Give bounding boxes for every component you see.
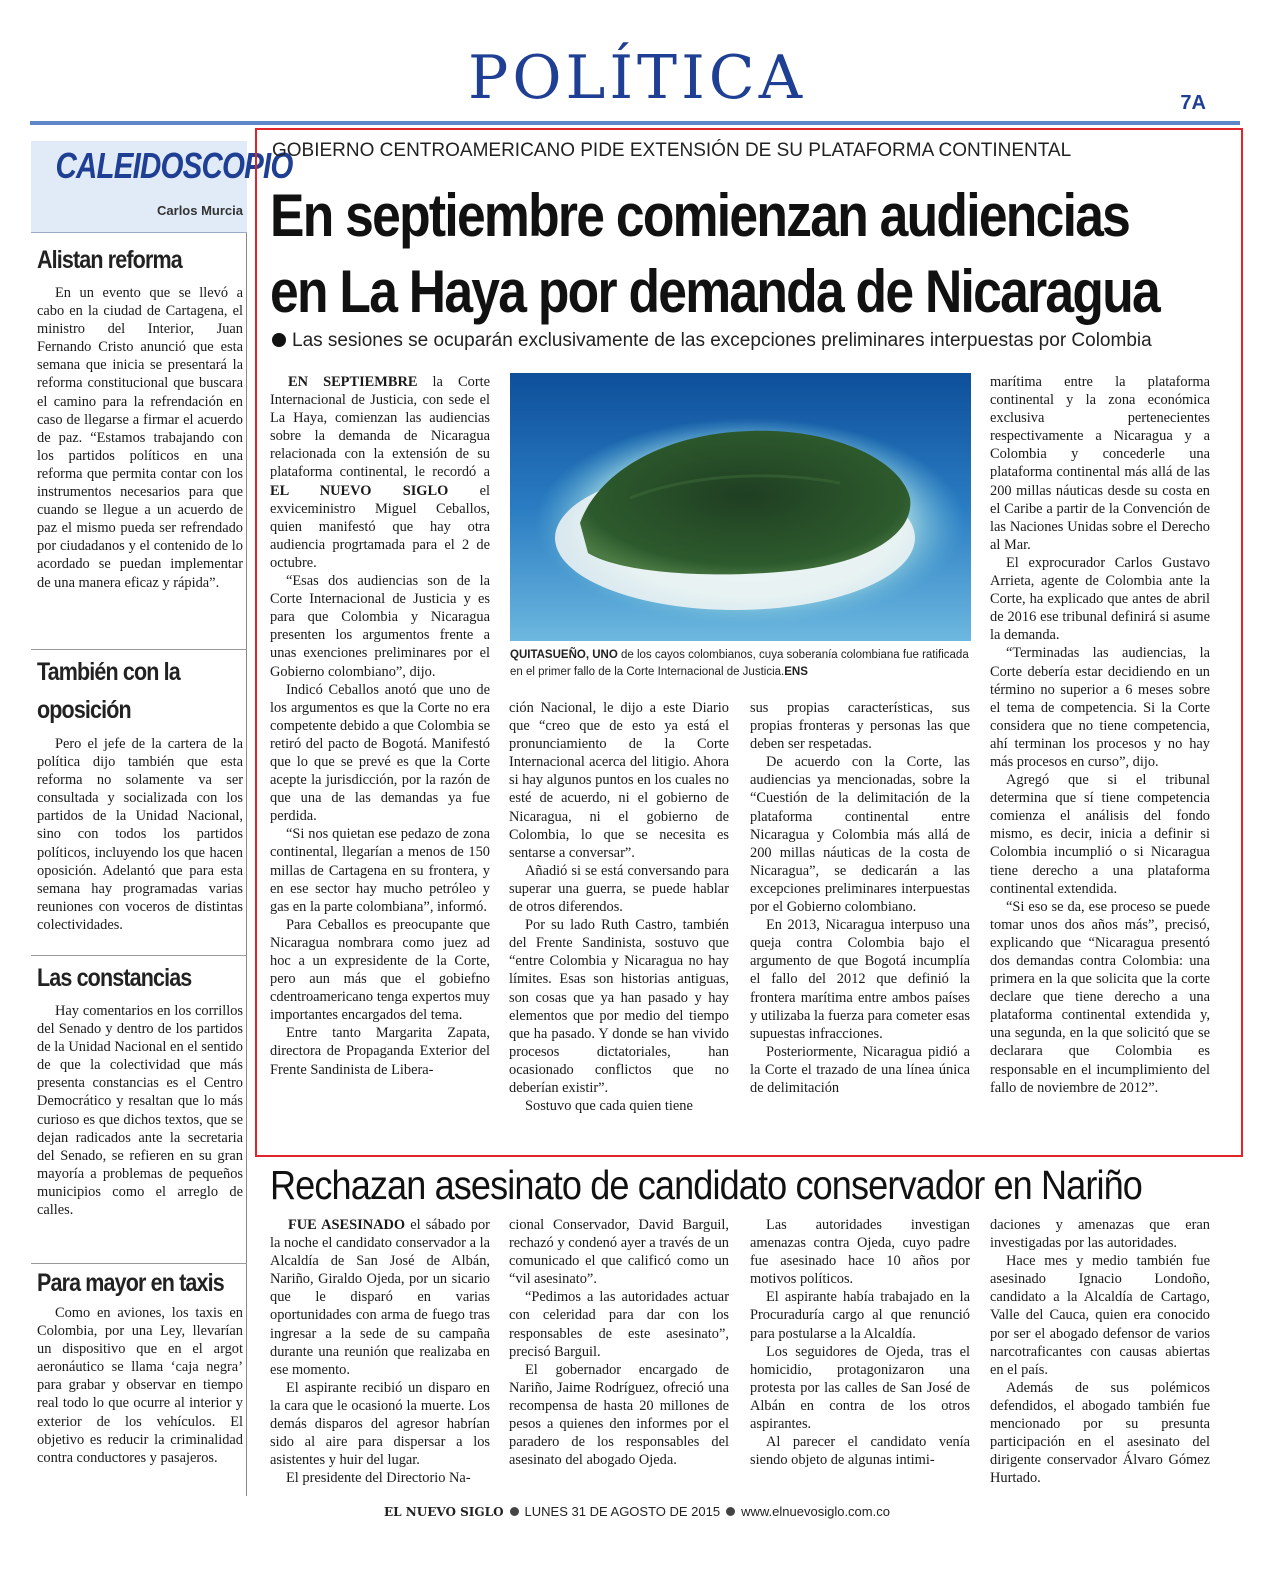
- paragraph: sus propias características, sus propias fronteras y personas las que deben ser respetadas.: [750, 700, 970, 753]
- column-title: CALEIDOSCOPIO: [55, 145, 293, 186]
- paragraph: Hace mes y medio también fue asesinado Ignacio Londoño, candidato a la Alcaldía de Cartago, Valle del Cauca, quien era conocido por ser el abogado defensor de varios narcotraficantes con causas abiertas en el país.: [990, 1253, 1210, 1378]
- paragraph: [270, 373, 490, 572]
- photo-credit: ENS: [784, 666, 808, 678]
- paragraph: En 2013, Nicaragua interpuso una queja contra Colombia bajo el argumento de que Bogotá incumplía el fallo del 2012 que definió la frontera marítima entre ambos países y utilizaba la fuerza para cometer esas supuestas infracciones.: [750, 917, 970, 1042]
- paragraph: El exprocurador Carlos Gustavo Arrieta, agente de Colombia ante la Corte, ha explicado que antes de abril de 2016 ese tribunal definirá si asume la demanda.: [990, 554, 1210, 644]
- section-title: POLÍTICA: [467, 43, 807, 113]
- second-column-4: [990, 1216, 1210, 1487]
- paragraph: Añadió si se está conversando para superar una guerra, se puede hablar de otros diferendos.: [509, 862, 729, 916]
- text: el sábado por la noche el candidato conservador a la Alcaldía de San José de Albán, Nariño, Giraldo Ojeda, por un sicario que le disparó en varias oportunidades con arma de fuego tras ingresar a la sede de su campaña durante una reunión que realizaba en ese momento.: [270, 1217, 490, 1378]
- second-article-headline: Rechazan asesinato de candidato conservador en Nariño: [270, 1162, 1142, 1208]
- headline-line: En septiembre comienzan audiencias: [270, 182, 1130, 249]
- column-item-text: Como en aviones, los taxis en Colombia, por una Ley, llevarían un dispositivo que en el argot aeronáutico se llama ‘caja negra’ para grabar y observar en tiempo real todo lo que ocurre al interior y exterior de los vehículos. El objetivo es reducir la criminalidad contra conductores y pasajeros.: [37, 1305, 243, 1466]
- paragraph: Además de sus polémicos defendidos, el abogado también fue mencionado por su presunta participación en el asesinato del dirigente conservador Álvaro Gómez Hurtado.: [990, 1379, 1210, 1487]
- article-column-2: [509, 699, 729, 1115]
- paragraph: daciones y amenazas que eran investigadas por las autoridades.: [990, 1217, 1210, 1252]
- page-number: 7A: [1180, 92, 1206, 114]
- paragraph: Posteriormente, Nicaragua pidió a la Corte el trazado de una línea única de delimitación: [750, 1043, 970, 1096]
- article-subhead: [272, 330, 1152, 352]
- column-item-heading: Las constancias: [37, 964, 192, 992]
- page-footer: [0, 1504, 1274, 1519]
- text: el exviceministro Miguel Ceballos, quien manifestó que hay otra audiencia progrtamada para el 2 de octubre.: [270, 482, 490, 571]
- paragraph: El aspirante recibió un disparo en la cara que le ocasionó la muerte. Los demás disparos del agresor habrían sido al aire para dispersar a los asistentes y huir del lugar.: [270, 1379, 490, 1469]
- paragraph: “Terminadas las audiencias, la Corte debería estar decidiendo en un término no superior a 6 meses sobre el tema de competencia. Si la Corte considera que no tiene competencia, ahí terminan los procesos y no hay más procesos en curso”, dijo.: [990, 645, 1210, 770]
- paragraph: cional Conservador, David Barguil, rechazó y condenó ayer a través de un comunicado el que calificó como un “vil asesinato”.: [509, 1217, 729, 1288]
- brand-name: EL NUEVO SIGLO: [270, 482, 449, 499]
- text: la Corte Internacional de Justicia, con sede el La Haya, comienzan las audiencias sobre la demanda de Nicaragua relacionada con la extensión de su plataforma continental, le recordó a: [270, 374, 490, 481]
- caleidoscopio-column: [31, 141, 293, 1496]
- paragraph: “Pedimos a las autoridades actuar con celeridad para dar con los responsables de este asesinato”, precisó Barguil.: [509, 1289, 729, 1360]
- paragraph: Para Ceballos es preocupante que Nicaragua nombrara como juez ad hoc a un expresidente de la Corte, pero aun más que el gobiefno cdentroamericano tenga expertos muy importantes encargados del tema.: [270, 916, 490, 1024]
- lead-word: FUE ASESINADO: [288, 1217, 406, 1233]
- island-photo: [510, 373, 971, 641]
- article-column-4: [990, 373, 1210, 1097]
- bullet-icon: [272, 333, 286, 347]
- column-item-text: Pero el jefe de la cartera de la política dijo también que esta reforma no solamente va ser consultada y socializada con los partidos de la Unidad Nacional, sino con todos los partidos políticos, incluyendo los que hacen oposición. Adelantó que para esta semana hay programadas varias reuniones con voceros de distintas colectividades.: [37, 736, 243, 933]
- caption-text: de los cayos colombianos, cuya soberanía colombiana fue ratificada en el primer fallo de la Corte Internacional de Justicia.: [510, 649, 969, 678]
- article-column-1: [270, 373, 490, 1079]
- paragraph: Los seguidores de Ojeda, tras el homicidio, protagonizaron una protesta por las calles de San José de Albán en contra de los otros aspirantes.: [750, 1343, 970, 1433]
- subhead-text: Las sesiones se ocuparán exclusivamente de las excepciones preliminares interpuestas por Colombia: [292, 330, 1152, 351]
- photo-caption: [510, 647, 971, 681]
- divider: [31, 649, 247, 650]
- paragraph: El gobernador encargado de Nariño, Jaime Rodríguez, ofreció una recompensa de hasta 20 millones de pesos a quienes den informes por el paradero de los responsables del asesinato del abogado Ojeda.: [509, 1361, 729, 1469]
- bullet-icon: [510, 1507, 519, 1516]
- column-item-heading: También con la oposición: [37, 658, 180, 724]
- paragraph: “Si eso se da, ese proceso se puede tomar unos dos años más”, precisó, explicando que “Nicaragua presentó dos demandas contra Colombia: una primera en la que solicita que la corte declare que tiene derecho a una plataforma continental extendida y, una segunda, en la que solicitó que se declarara que Colombia es responsable en el incumplimiento del fallo de noviembre de 2012”.: [990, 898, 1210, 1096]
- paragraph: Las autoridades investigan amenazas contra Ojeda, cuyo padre fue asesinado hace 10 años por motivos políticos.: [750, 1217, 970, 1288]
- bullet-icon: [726, 1507, 735, 1516]
- paragraph: [270, 1216, 490, 1379]
- paragraph: “Si nos quietan ese pedazo de zona continental, llegarían a menos de 150 millas de Cartagena en su frontera, y en ese sector hay mucho petróleo y gas en la parte colombiana”, informó.: [270, 826, 490, 915]
- article-kicker: GOBIERNO CENTROAMERICANO PIDE EXTENSIÓN DE SU PLATAFORMA CONTINENTAL: [272, 140, 1072, 161]
- paragraph: “Esas dos audiencias son de la Corte Internacional de Justicia y es para que Colombia y Nicaragua presenten los argumentos frente a unas exenciones preliminares por el Gobierno colombiano”, dijo.: [270, 573, 490, 680]
- paragraph: Entre tanto Margarita Zapata, directora de Propaganda Exterior del Frente Sandinista de Libera-: [270, 1025, 490, 1078]
- second-column-3: [750, 1216, 970, 1469]
- article-column-3: [750, 699, 970, 1097]
- column-item-text: Hay comentarios en los corrillos del Senado y dentro de los partidos de la Unidad Nacional en el sentido de que la colectividad que más presenta constancias es el Centro Democrático y resaltan que lo más curioso es que dichos textos, que se dejan radicados ante la secretaria del Senado, se refieren en su gran mayoría a problemas de pequeños municipios como el arreglo de calles.: [37, 1003, 243, 1219]
- column-item-text: En un evento que se llevó a cabo en la ciudad de Cartagena, el ministro del Interior, Juan Fernando Cristo anunció que esta semana que inicia se presentará la reforma constitucional que buscara el camino para la refrendación en caso de llegarse a firmar el acuerdo de paz. “Estamos trabajando con los partidos políticos en una reforma que permita contar con los instrumentos necesarios para que cuando se llegue a un acuerdo de paz el mismo pueda ser refrendado por ciudadanos y el contenido de lo acordado se puedan implementar de una manera eficaz y rápida”.: [37, 285, 243, 591]
- paragraph: ción Nacional, le dijo a este Diario que “creo que de esto ya está el pronunciamiento de la Corte Internacional acerca del litigio. Ahora si hay algunos puntos en los cuales no esté de acuerdo, ni el gobierno de Nicaragua, ni el gobierno de Colombia, lo que se necesita es sentarse a conversar”.: [509, 700, 729, 861]
- paragraph: El aspirante había trabajado en la Procuraduría cargo al que renunció para postularse a la Alcaldía.: [750, 1289, 970, 1342]
- headline-line: en La Haya por demanda de Nicaragua: [270, 258, 1159, 325]
- paragraph: El presidente del Directorio Na-: [286, 1470, 471, 1487]
- paragraph: De acuerdo con la Corte, las audiencias ya mencionadas, sobre la “Cuestión de la delimitación de la plataforma continental entre Nicaragua y Colombia más allá de 200 millas náuticas de la costa de Nicaragua”, se dedicarán a las excepciones preliminares interpuestas por el Gobierno colombiano.: [750, 754, 970, 916]
- column-banner: [31, 141, 293, 233]
- column-item-heading: Para mayor en taxis: [37, 1269, 224, 1297]
- footer-brand: EL NUEVO SIGLO: [384, 1505, 504, 1519]
- column-author: Carlos Murcia: [157, 203, 243, 218]
- paragraph: Sostuvo que cada quien tiene: [525, 1098, 693, 1115]
- paragraph: Por su lado Ruth Castro, también del Frente Sandinista, sostuvo que “entre Colombia y Nicaragua no hay límites. Esas son historias antiguas, son cosas que ya han pasado y hay elementos que por medio del tiempo que ha pasado. Y donde se han vivido procesos dictatoriales, han ocasionado conflictos que no deberían existir”.: [509, 917, 729, 1096]
- paragraph: Agregó que si el tribunal determina que sí tiene competencia comienza el análisis del fondo mismo, es decir, inicia a definir si Colombia incumplió o si Nicaragua tiene derecho a una plataforma continental extendida.: [990, 772, 1210, 897]
- divider: [31, 955, 247, 956]
- paragraph: marítima entre la plataforma continental y la zona económica exclusiva pertenecientes respectivamente a Nicaragua y a Colombia y concederle una plataforma continental más allá de las 200 millas náuticas desde su costa en el Caribe a partir de la Convención de las Naciones Unidas sobre el Derecho al Mar.: [990, 374, 1210, 553]
- header-rule: [30, 121, 1240, 125]
- footer-date: LUNES 31 DE AGOSTO DE 2015: [524, 1504, 721, 1519]
- caption-lead: QUITASUEÑO, UNO: [510, 649, 618, 661]
- paragraph: Indicó Ceballos anotó que uno de los argumentos es que la Corte no era competente debido a que Colombia se retiró del pacto de Bogotá. Manifestó que lo que se prevé es que la Corte acepte la jurisdicción, por la razón de que una de las demandas ya fue perdida.: [270, 681, 490, 825]
- column-item-heading: Alistan reforma: [37, 246, 182, 274]
- footer-url[interactable]: www.elnuevosiglo.com.co: [741, 1504, 890, 1519]
- article-headline: [270, 178, 1159, 330]
- second-column-1: [270, 1216, 490, 1487]
- lead-word: EN SEPTIEMBRE: [288, 374, 418, 390]
- second-column-2: [509, 1216, 729, 1469]
- paragraph: Al parecer el candidato venía siendo objeto de algunas intimi-: [750, 1434, 970, 1469]
